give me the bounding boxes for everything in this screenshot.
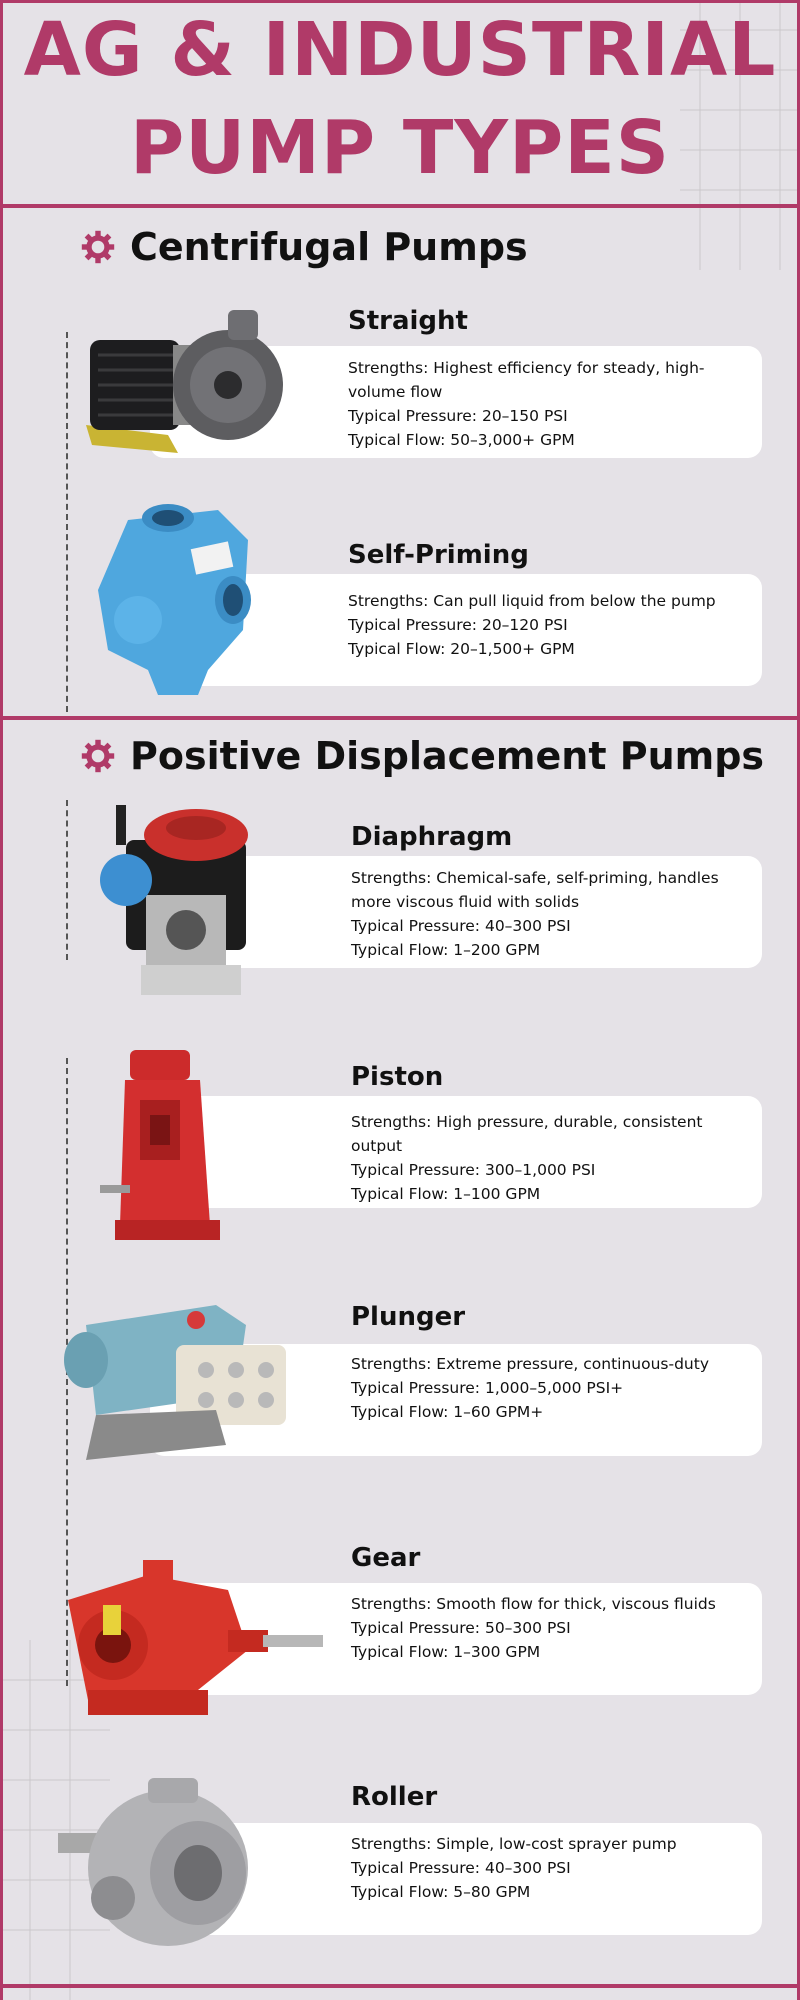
pump-name-gear: Gear: [351, 1543, 421, 1573]
frame-left: [0, 0, 3, 2000]
page-title-line1: AG & INDUSTRIAL: [23, 7, 777, 93]
pump-name-plunger: Plunger: [351, 1302, 466, 1332]
pump-strengths: Strengths: Smooth flow for thick, viscous fluids: [351, 1595, 716, 1613]
pump-desc-straight: [348, 356, 728, 452]
pump-strengths: Strengths: Can pull liquid from below the pump: [348, 592, 716, 610]
pump-strengths: Strengths: Highest efficiency for steady, high-volume flow: [348, 359, 705, 401]
pump-pressure: Typical Pressure: 1,000–5,000 PSI+: [351, 1379, 624, 1397]
section-title-text: Centrifugal Pumps: [130, 225, 528, 269]
pump-desc-self-priming: [348, 589, 728, 661]
frame-bottom: [0, 1984, 800, 1988]
section-title-text: Positive Displacement Pumps: [130, 734, 765, 778]
pump-pressure: Typical Pressure: 50–300 PSI: [351, 1619, 571, 1637]
pump-pressure: Typical Pressure: 40–300 PSI: [351, 1859, 571, 1877]
pump-strengths: Strengths: High pressure, durable, consistent output: [351, 1113, 703, 1155]
pump-name-diaphragm: Diaphragm: [351, 822, 513, 852]
pump-name-roller: Roller: [351, 1782, 438, 1812]
diaphragm-pump-image: [86, 800, 266, 1000]
pump-name-straight: Straight: [348, 306, 468, 336]
pump-flow: Typical Flow: 1–60 GPM+: [351, 1403, 544, 1421]
straight-pump-image: [78, 305, 288, 457]
divider-header: [0, 204, 800, 208]
pump-flow: Typical Flow: 20–1,500+ GPM: [348, 640, 575, 658]
pump-flow: Typical Flow: 1–200 GPM: [351, 941, 541, 959]
section-title-positive-displacement: [80, 734, 764, 778]
divider-sections: [0, 716, 800, 720]
self-priming-pump-image: [88, 500, 268, 700]
pump-pressure: Typical Pressure: 300–1,000 PSI: [351, 1161, 596, 1179]
frame-top: [0, 0, 800, 3]
gear-pump-image: [48, 1560, 328, 1720]
pump-name-piston: Piston: [351, 1062, 444, 1092]
pump-name-self-priming: Self-Priming: [348, 540, 529, 570]
pump-desc-diaphragm: [351, 866, 731, 962]
piston-pump-image: [100, 1045, 240, 1245]
pump-pressure: Typical Pressure: 20–120 PSI: [348, 616, 568, 634]
timeline-dash-2: [66, 800, 68, 960]
pump-pressure: Typical Pressure: 20–150 PSI: [348, 407, 568, 425]
pump-flow: Typical Flow: 1–100 GPM: [351, 1185, 541, 1203]
pump-pressure: Typical Pressure: 40–300 PSI: [351, 917, 571, 935]
gear-icon: [80, 229, 116, 265]
roller-pump-image: [58, 1778, 278, 1956]
pump-strengths: Strengths: Chemical-safe, self-priming, handles more viscous fluid with solids: [351, 869, 719, 911]
timeline-dash-1: [66, 332, 68, 712]
pump-strengths: Strengths: Simple, low-cost sprayer pump: [351, 1835, 677, 1853]
section-title-centrifugal: [80, 225, 528, 269]
gear-icon: [80, 738, 116, 774]
pump-flow: Typical Flow: 50–3,000+ GPM: [348, 431, 575, 449]
pump-strengths: Strengths: Extreme pressure, continuous-duty: [351, 1355, 709, 1373]
plunger-pump-image: [56, 1295, 296, 1470]
pump-flow: Typical Flow: 5–80 GPM: [351, 1883, 531, 1901]
pump-desc-roller: [351, 1832, 731, 1904]
pump-desc-plunger: [351, 1352, 731, 1424]
pump-desc-piston: [351, 1110, 731, 1206]
pump-desc-gear: [351, 1592, 731, 1664]
pump-flow: Typical Flow: 1–300 GPM: [351, 1643, 541, 1661]
page-title-line2: PUMP TYPES: [129, 105, 671, 191]
